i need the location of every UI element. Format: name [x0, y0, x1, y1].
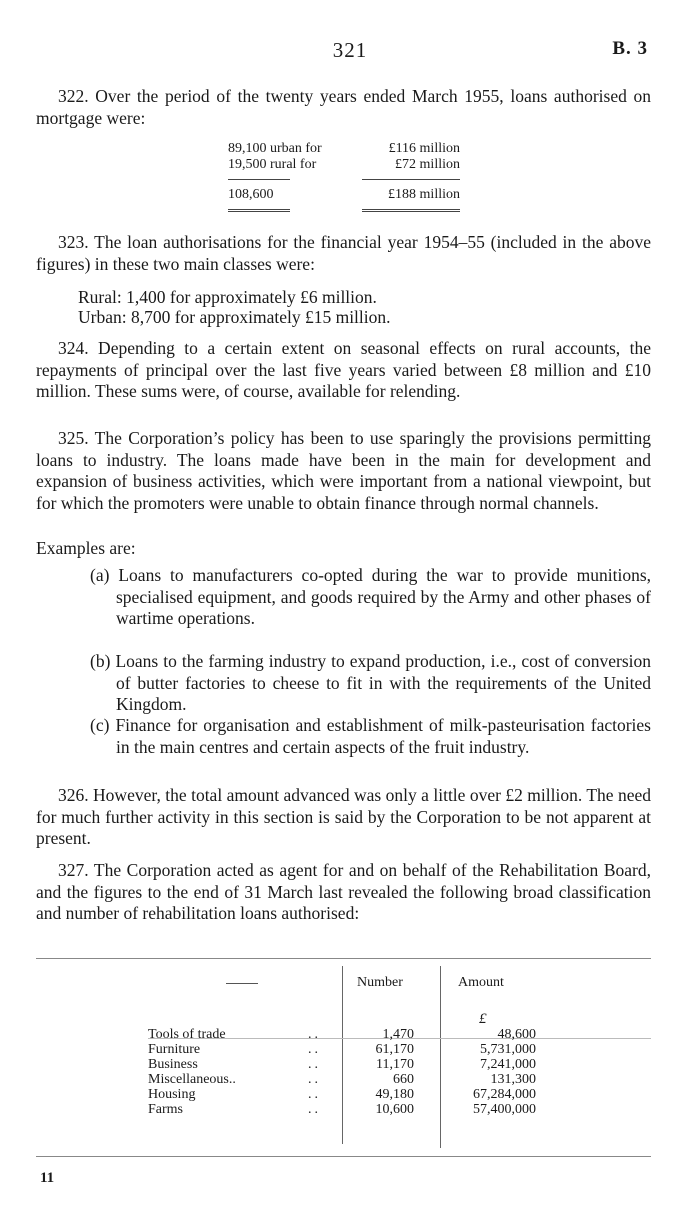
table-top-rule [36, 958, 651, 959]
mortgage-row-urban: 89,100 urban for £116 million [228, 141, 460, 156]
paragraph-326: 326. However, the total amount advanced was only a little over £2 million. The need for much further activity in this section is said by the Corporation to be not apparent at present. [36, 785, 651, 848]
list-item-a [58, 565, 651, 630]
table-row: Furniture .. 61,170 5,731,000 [148, 1042, 536, 1057]
table-bottom-rule [36, 1156, 651, 1157]
list-marker: (b) [90, 651, 111, 671]
examples-label: Examples are: [36, 538, 136, 558]
table-row: Housing .. 49,180 67,284,000 [148, 1087, 536, 1102]
paragraph-324: 324. Depending to a certain extent on seasonal effects on rural accounts, the repayments of principal over the last five years varied between £8 million and £10 million. These sums were, of course, available for relending. [36, 338, 651, 401]
paragraph-323: 323. The loan authorisations for the financial year 1954–55 (included in the above figures) in these two main classes were: [36, 232, 651, 274]
table-row: Farms .. 10,600 57,400,000 [148, 1102, 536, 1117]
rural-line: Rural: 1,400 for approximately £6 million. [78, 287, 377, 307]
list-text: Finance for organisation and establishment of milk-pasteurisation factories in the main centres and certain aspects of the fruit industry. [115, 715, 651, 757]
list-item-b [58, 651, 651, 716]
table-row: Business .. 11,170 7,241,000 [148, 1057, 536, 1072]
list-text: Loans to manufacturers co-opted during the war to provide munitions, specialised equipment, and goods required by the Army and other phases of wartime operations. [116, 565, 652, 628]
list-text: Loans to the farming industry to expand production, i.e., cost of conversion of butter factories to cheese to fit in with the requirements of the United Kingdom. [115, 651, 652, 714]
mortgage-sum-rule-right [362, 179, 460, 180]
table-row: Miscellaneous.. .. 660 131,300 [148, 1072, 536, 1087]
page-number: 321 [332, 38, 368, 62]
paragraph-325: 325. The Corporation’s policy has been to use sparingly the provisions permitting loans to industry. The loans made have been in the main for development and expansion of business activities, which were important from a national viewpoint, but for which the promoters were unable to obtain finance through normal channels. [36, 428, 651, 513]
paragraph-322: 322. Over the period of the twenty years ended March 1955, loans authorised on mortgage were: [36, 86, 651, 128]
mortgage-row-rural: 19,500 rural for £72 million [228, 157, 460, 172]
list-item-c [58, 715, 651, 758]
column-header-amount: Amount [458, 975, 504, 990]
folio-number: 11 [40, 1170, 55, 1186]
mortgage-sum-rule-left [228, 179, 290, 180]
class-breakdown [78, 287, 391, 327]
list-marker: (c) [90, 715, 110, 735]
column-header-number: Number [357, 975, 403, 990]
mortgage-total-rule-right [362, 209, 460, 212]
currency-symbol: £ [479, 1011, 487, 1027]
mortgage-summary [228, 141, 460, 202]
urban-line: Urban: 8,700 for approximately £15 million. [78, 307, 391, 327]
mortgage-total-rule-left [228, 209, 290, 212]
blank-header-dash [226, 983, 258, 984]
mortgage-total-row: 108,600 £188 million [228, 187, 460, 202]
table-row: Tools of trade .. 1,470 48,600 [148, 1027, 536, 1042]
list-marker: (a) [90, 565, 110, 585]
section-reference: B. 3 [612, 38, 648, 59]
paragraph-327: 327. The Corporation acted as agent for and on behalf of the Rehabilitation Board, and the figures to the end of 31 March last revealed the following broad classification and number of rehabilitation loans authorised: [36, 860, 651, 923]
